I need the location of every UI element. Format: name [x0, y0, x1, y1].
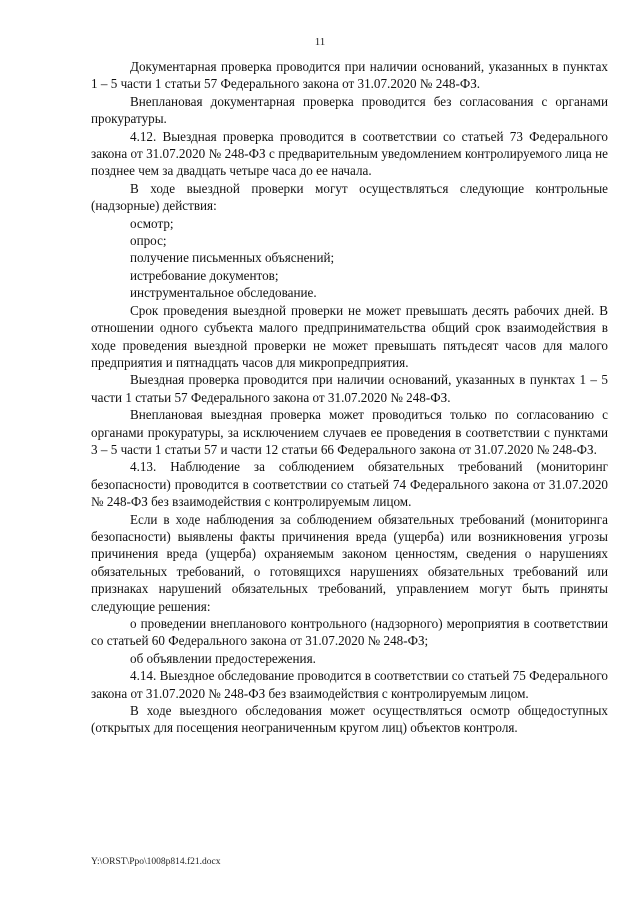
list-item: опрос;: [130, 233, 167, 249]
paragraph: Выездная проверка проводится при наличии оснований, указанных в пунктах 1 – 5 части 1 статьи 57 Федерального закона от 31.07.2020 № 248-ФЗ.: [91, 372, 608, 405]
paragraph: об объявлении предостережения.: [130, 650, 316, 666]
paragraph: Внеплановая выездная проверка может проводиться только по согласованию с органами прокуратуры, за исключением случаев ее проведения в соответствии с пунктами 3 – 5 части 1 статьи 57 и части 12 статьи 66 Федерального закона от 31.07.2020 № 248-ФЗ.: [91, 407, 608, 457]
list-item: получение письменных объяснений;: [130, 250, 335, 266]
paragraph: Если в ходе наблюдения за соблюдением обязательных требований (мониторинга безопасности) выявлены факты причинения вреда (ущерба) или возникновения угрозы причинения вреда (ущерба) охраняемым законом ценностям, сведения о нарушениях обязательных требований, о готовящихся нарушениях обязательных требований или признаках нарушений обязательных требований, управлением могут быть приняты следующие решения:: [91, 511, 608, 614]
paragraph: 4.14. Выездное обследование проводится в соответствии со статьей 75 Федерального закона от 31.07.2020 № 248-ФЗ без взаимодействия с контролируемым лицом.: [91, 668, 608, 701]
paragraph: о проведении внепланового контрольного (надзорного) мероприятия в соответствии со статьей 60 Федерального закона от 31.07.2020 № 248-ФЗ;: [91, 616, 608, 649]
paragraph: Внеплановая документарная проверка проводится без согласования с органами прокуратуры.: [91, 93, 608, 127]
paragraph: 4.12. Выездная проверка проводится в соответствии со статьей 73 Федерального закона от 31.07.2020 № 248-ФЗ с предварительным уведомлением контролируемого лица не позднее чем за двадцать четыре часа до ее начала.: [91, 128, 608, 179]
paragraph: В ходе выездного обследования может осуществляться осмотр общедоступных (открытых для посещения неограниченным кругом лиц) объектов контроля.: [91, 703, 608, 736]
document-body: [91, 58, 608, 737]
list-item: истребование документов;: [130, 267, 279, 283]
paragraph: Срок проведения выездной проверки не может превышать десять рабочих дней. В отношении одного субъекта малого предпринимательства общий срок взаимодействия в ходе проведения выездной проверки не может превышать пятьдесят часов для малого предприятия и пятнадцать часов для микропредприятия.: [91, 302, 608, 370]
page-number: 11: [314, 36, 326, 48]
paragraph: Документарная проверка проводится при наличии оснований, указанных в пунктах 1 – 5 части 1 статьи 57 Федерального закона от 31.07.2020 № 248-ФЗ.: [91, 59, 608, 92]
list-item: инструментальное обследование.: [130, 285, 317, 301]
footer-file-path: Y:\ORST\Ppo\1008p814.f21.docx: [91, 857, 221, 867]
list-item: осмотр;: [130, 215, 174, 231]
paragraph: 4.13. Наблюдение за соблюдением обязательных требований (мониторинг безопасности) проводится в соответствии со статьей 74 Федерального закона от 31.07.2020 № 248-ФЗ без взаимодействия с контролируемым лицом.: [91, 459, 608, 510]
paragraph: В ходе выездной проверки могут осуществляться следующие контрольные (надзорные) действия:: [91, 180, 608, 214]
